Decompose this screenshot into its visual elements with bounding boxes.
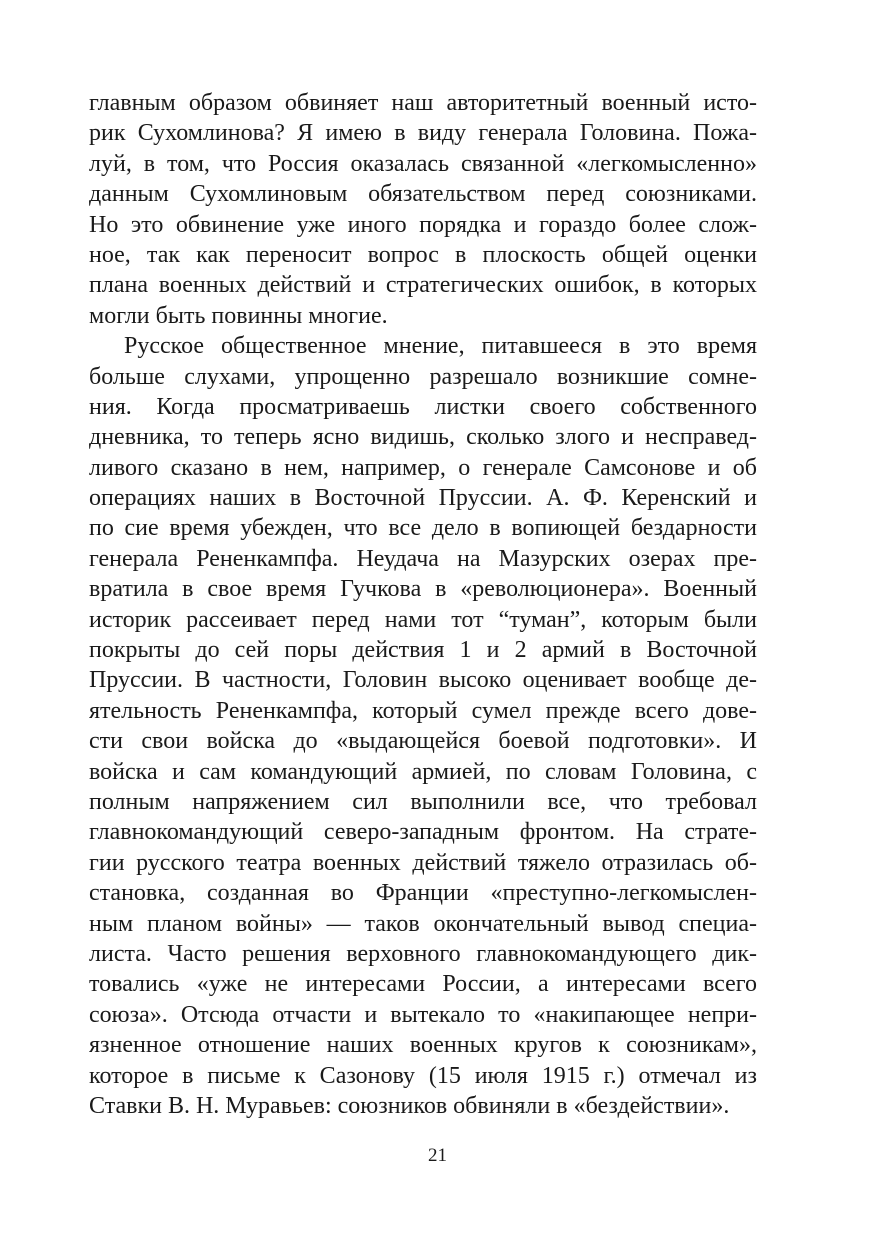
text-line: язненное отношение наших военных кругов к союзникам», xyxy=(89,1032,757,1059)
text-line: полным напряжением сил выполнили все, что требовал xyxy=(89,788,757,815)
text-line: вратила в свое время Гучкова в «революционера». Военный xyxy=(89,576,757,603)
text-line: союза». Отсюда отчасти и вытекало то «накипающее непри- xyxy=(89,1001,757,1028)
text-line: плана военных действий и стратегических ошибок, в которых xyxy=(89,272,757,299)
text-line: больше слухами, упрощенно разрешало возникшие сомне- xyxy=(89,363,757,390)
text-line: луй, в том, что Россия оказалась связанной «легкомысленно» xyxy=(89,150,757,177)
text-line: ное, так как переносит вопрос в плоскость общей оценки xyxy=(89,241,757,268)
text-line: которое в письме к Сазонову (15 июля 1915 г.) отмечал из xyxy=(89,1062,757,1089)
text-line: рик Сухомлинова? Я имею в виду генерала Головина. Пожа- xyxy=(89,120,757,147)
text-line: товались «уже не интересами России, а интересами всего xyxy=(89,971,757,998)
text-line: данным Сухомлиновым обязательством перед союзниками. xyxy=(89,181,757,208)
text-line: войска и сам командующий армией, по словам Головина, с xyxy=(89,758,757,785)
text-line: ным планом войны» — таков окончательный вывод специа- xyxy=(89,910,757,937)
text-line: историк рассеивает перед нами тот “туман”, которым были xyxy=(89,606,757,633)
text-line: ятельность Рененкампфа, который сумел прежде всего дове- xyxy=(89,697,757,724)
text-line: покрыты до сей поры действия 1 и 2 армий в Восточной xyxy=(89,637,757,664)
text-line: генерала Рененкампфа. Неудача на Мазурских озерах пре- xyxy=(89,545,757,572)
text-line: становка, созданная во Франции «преступно-легкомыслен- xyxy=(89,880,757,907)
body-text xyxy=(89,88,757,1121)
text-line: Ставки В. Н. Муравьев: союзников обвиняли в «бездействии». xyxy=(89,1092,730,1119)
page-number: 21 xyxy=(428,1145,447,1166)
text-line: главным образом обвиняет наш авторитетный военный исто- xyxy=(89,90,757,116)
text-line: листа. Часто решения верховного главнокомандующего дик- xyxy=(89,940,757,967)
text-line: операциях наших в Восточной Пруссии. А. Ф. Керенский и xyxy=(89,485,757,512)
text-line: Пруссии. В частности, Головин высоко оценивает вообще де- xyxy=(89,667,757,694)
text-line: гии русского театра военных действий тяжело отразилась об- xyxy=(89,849,757,876)
text-line: главнокомандующий северо-западным фронтом. На страте- xyxy=(89,819,757,846)
text-line: дневника, то теперь ясно видишь, сколько злого и несправед- xyxy=(89,424,757,451)
text-line: ния. Когда просматриваешь листки своего собственного xyxy=(89,393,757,420)
paragraph-1 xyxy=(89,88,757,331)
text-line: могли быть повинны многие. xyxy=(89,302,388,329)
text-line: по сие время убежден, что все дело в вопиющей бездарности xyxy=(89,515,757,542)
text-line: сти свои войска до «выдающейся боевой подготовки». И xyxy=(89,728,757,755)
text-line: ливого сказано в нем, например, о генерале Самсонове и об xyxy=(89,454,757,481)
text-line: Но это обвинение уже иного порядка и гораздо более слож- xyxy=(89,211,757,238)
paragraph-2 xyxy=(89,331,757,1121)
text-line: Русское общественное мнение, питавшееся в это время xyxy=(124,333,757,360)
